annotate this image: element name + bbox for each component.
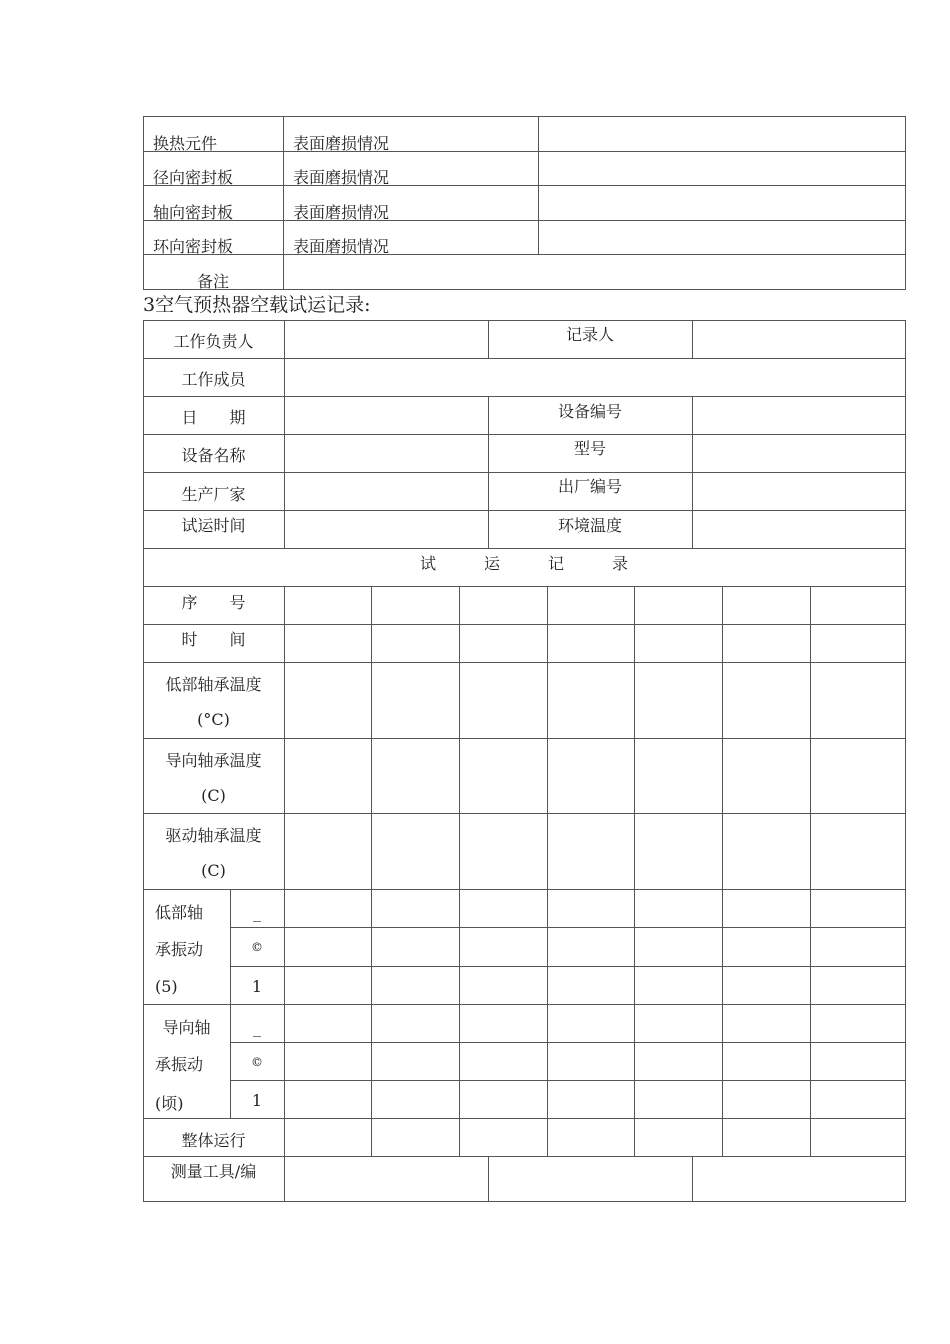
vib-mark: 1: [251, 977, 263, 996]
equipment-name-label: 设备名称: [181, 446, 246, 465]
ambient-temp-label: 环境温度: [557, 516, 622, 535]
table-border: [538, 116, 539, 254]
vib-mark: _: [253, 1018, 261, 1037]
drive-bearing-temp-label: 驱动轴承温度: [165, 826, 262, 845]
table-border: [143, 813, 906, 814]
guide-bearing-vib-label: 承振动: [155, 1055, 204, 1074]
table-border: [143, 548, 906, 549]
table-border: [230, 966, 906, 967]
table-border: [283, 116, 284, 289]
table-border: [143, 185, 906, 186]
table-border: [143, 472, 906, 473]
table-border: [692, 396, 693, 548]
table-border: [230, 889, 231, 1118]
lower-bearing-temp-label: 低部轴承温度: [165, 675, 262, 694]
table-border: [284, 586, 285, 1201]
table-border: [143, 396, 906, 397]
overall-operation-label: 整体运行: [181, 1131, 246, 1150]
table-cell: 表面磨损情况: [293, 237, 390, 256]
table-border: [143, 320, 906, 321]
guide-bearing-vib-unit: (顷): [155, 1094, 184, 1113]
table-border: [143, 116, 906, 117]
table-cell: 轴向密封板: [153, 203, 234, 222]
factory-no-label: 出厂编号: [557, 477, 622, 496]
table-border: [143, 510, 906, 511]
table-cell: 环向密封板: [153, 237, 234, 256]
table-cell: 径向密封板: [153, 168, 234, 187]
table-border: [143, 116, 144, 289]
lower-bearing-temp-unit: (°C): [197, 710, 230, 729]
serial-no-label: 序 号: [181, 593, 246, 612]
table-border: [230, 927, 906, 928]
table-cell: 换热元件: [153, 134, 218, 153]
vib-mark: 1: [251, 1091, 263, 1110]
table-border: [692, 320, 693, 358]
table-cell: 表面磨损情况: [293, 168, 390, 187]
record-title: 试 运 记 录: [419, 554, 628, 573]
table-border: [143, 1118, 906, 1119]
vib-mark: ©: [251, 1055, 263, 1069]
table-border: [143, 586, 906, 587]
table-border: [692, 1156, 693, 1201]
date-label: 日 期: [181, 408, 246, 427]
work-leader-label: 工作负责人: [173, 332, 254, 351]
table-border: [459, 586, 460, 1156]
guide-bearing-temp-label: 导向轴承温度: [165, 751, 262, 770]
table-border: [143, 1156, 906, 1157]
table-border: [230, 1042, 906, 1043]
drive-bearing-temp-unit: (C): [201, 861, 226, 880]
table-border: [284, 320, 285, 548]
manufacturer-label: 生产厂家: [181, 485, 246, 504]
recorder-label: 记录人: [565, 325, 614, 344]
equipment-no-label: 设备编号: [557, 402, 622, 421]
table-border: [143, 1004, 906, 1005]
model-label: 型号: [573, 439, 606, 458]
table-border: [488, 1156, 489, 1201]
table-border: [143, 254, 906, 255]
table-border: [371, 586, 372, 1156]
time-label: 时 间: [181, 630, 246, 649]
table-border: [143, 738, 906, 739]
table-border: [143, 662, 906, 663]
table-border: [547, 586, 548, 1156]
table-border: [634, 586, 635, 1156]
vib-mark: ©: [251, 940, 263, 954]
table-border: [143, 358, 906, 359]
table-border: [905, 116, 906, 289]
work-members-label: 工作成员: [181, 370, 246, 389]
trial-time-label: 试运时间: [181, 516, 246, 535]
lower-bearing-vib-unit: (5): [155, 977, 178, 996]
table-border: [143, 151, 906, 152]
guide-bearing-vib-label: 导向轴: [162, 1018, 211, 1037]
table-border: [810, 586, 811, 1156]
table-cell: 表面磨损情况: [293, 203, 390, 222]
table-border: [905, 320, 906, 1201]
table-border: [143, 220, 906, 221]
table-border: [143, 624, 906, 625]
table-cell: 表面磨损情况: [293, 134, 390, 153]
table-border: [143, 434, 906, 435]
vib-mark: _: [253, 903, 261, 922]
table-border: [143, 889, 906, 890]
lower-bearing-vib-label: 低部轴: [155, 903, 204, 922]
table-border: [230, 1080, 906, 1081]
table-border: [722, 586, 723, 1156]
guide-bearing-temp-unit: (C): [201, 786, 226, 805]
measuring-tools-label: 测量工具/编: [170, 1162, 257, 1181]
lower-bearing-vib-label: 承振动: [155, 940, 204, 959]
remark-label: 备注: [197, 272, 230, 291]
table-border: [143, 1201, 906, 1202]
section-heading: 3空气预热器空载试运记录:: [143, 294, 371, 316]
